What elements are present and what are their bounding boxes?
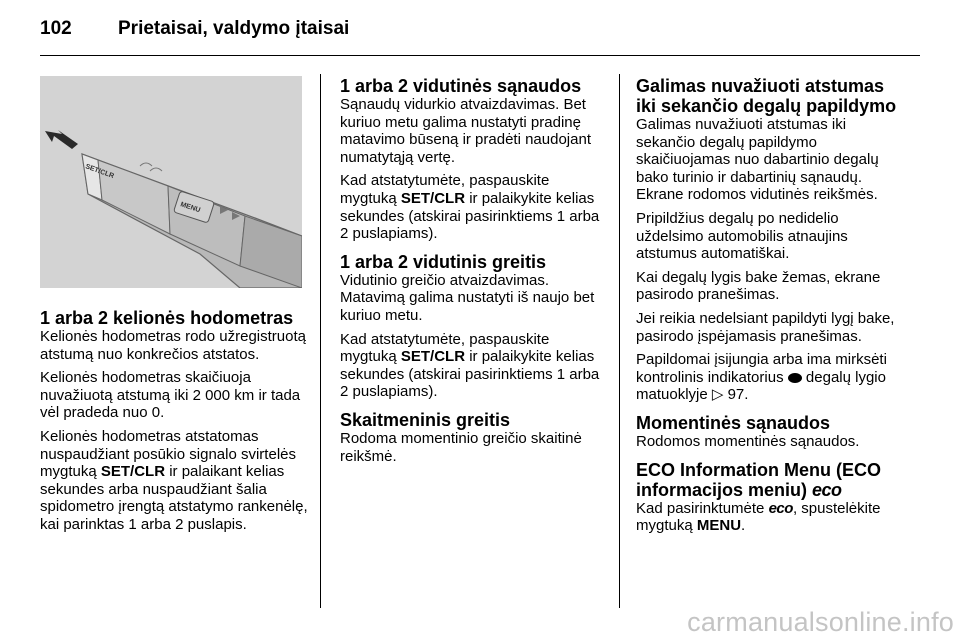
paragraph: Kad atstatytumėte, paspauskite mygtuką SET/CLR ir palaikykite kelias sekundes (atskirai pasirinktiems 1 arba 2 puslapiams). [340,330,600,401]
watermark: carmanualsonline.info [687,607,954,637]
section-heading: 1 arba 2 vidutinės sąnaudos [340,76,582,96]
set-clr-button-ref: SET/CLR [400,189,466,207]
paragraph: Jei reikia nedelsiant papildyti lygį bake, pasirodo įspėjamasis pranešimas. [636,309,895,345]
set-clr-button-ref: SET/CLR [100,463,166,481]
set-clr-label: SET/CLR [84,163,115,181]
paragraph: Sąnaudų vidurkio atvaizdavimas. Bet kuriuo metu galima nustatyti pradinę matavimo būseną ir pradėti naudojant numatytąją vertę. [340,96,591,166]
menu-label: MENU [179,201,202,215]
section-heading: Galimas nuvažiuoti atstumas iki sekančio degalų papildymo [636,76,897,116]
paragraph: Rodomos momentinės sąnaudos. [636,432,860,450]
paragraph: Kelionės hodometras rodo užregistruotą atstumą nuo konkrečios atstatos. [40,328,306,363]
paragraph: Galimas nuvažiuoti atstumas iki sekančio degalų papildymo skaičiuojamas nuo dabartinio degalų bako turinio ir dabartinių sąnaudų. Ekrane rodomos vidutinės reikšmės. [636,116,879,204]
paragraph: Rodoma momentinio greičio skaitinė reikšmė. [340,429,582,465]
paragraph: Kad pasirinktumėte eco, spustelėkite mygtuką MENU. [636,499,881,535]
paragraph: Kelionės hodometras atstatomas nuspaudžiant posūkio signalo svirtelės mygtuką SET/CLR ir palaikant kelias sekundes arba nuspaudžiant šalia spidometro įrengtą atstatymo rankenėlę, kai parinktas 1 arba 2 puslapis. [40,427,308,533]
fuel-indicator-icon [788,373,802,383]
paragraph: Papildomai įsijungia arba ima mirksėti kontrolinis indikatorius degalų lygio matuoklyje ▷ 97. [636,351,887,404]
header-rule [40,55,920,56]
eco-icon: eco [812,479,842,500]
set-clr-button-ref: SET/CLR [400,348,466,366]
column-divider-1 [320,74,321,608]
page-title: Prietaisai, valdymo įtaisai [118,18,350,39]
paragraph: Vidutinio greičio atvaizdavimas. Matavimą galima nustatyti iš naujo bet kuriuo metu. [340,271,595,324]
turn-signal-lever-illustration [40,76,302,288]
section-heading: ECO Information Menu (ECO informacijos meniu) eco [636,459,881,500]
page-ref-arrow-icon: ▷ [711,386,724,404]
menu-button-ref: MENU [696,517,742,535]
paragraph: Kad atstatytumėte, paspauskite mygtuką SET/CLR ir palaikykite kelias sekundes (atskirai pasirinktiems 1 arba 2 puslapiams). [340,172,600,243]
column-3 [636,76,906,541]
section-heading: 1 arba 2 kelionės hodometras [40,308,294,328]
section-heading: Skaitmeninis greitis [340,409,511,430]
paragraph: Kelionės hodometras skaičiuoja nuvažiuotą atstumą iki 2 000 km ir tada vėl pradeda nuo 0. [40,369,301,422]
column-divider-2 [619,74,620,608]
paragraph: Pripildžius degalų po nedidelio uždelsimo automobilis atnaujins atstumus automatiškai. [636,209,848,263]
column-2 [340,76,604,471]
paragraph: Kai degalų lygis bake žemas, ekrane pasirodo pranešimas. [636,268,881,304]
page-number: 102 [40,18,72,39]
section-heading: Momentinės sąnaudos [636,412,831,433]
page-ref[interactable]: 97 [727,386,745,404]
eco-icon: eco [768,499,793,517]
page-header [40,18,349,40]
column-1 [40,308,308,540]
section-heading: 1 arba 2 vidutinis greitis [340,251,547,272]
